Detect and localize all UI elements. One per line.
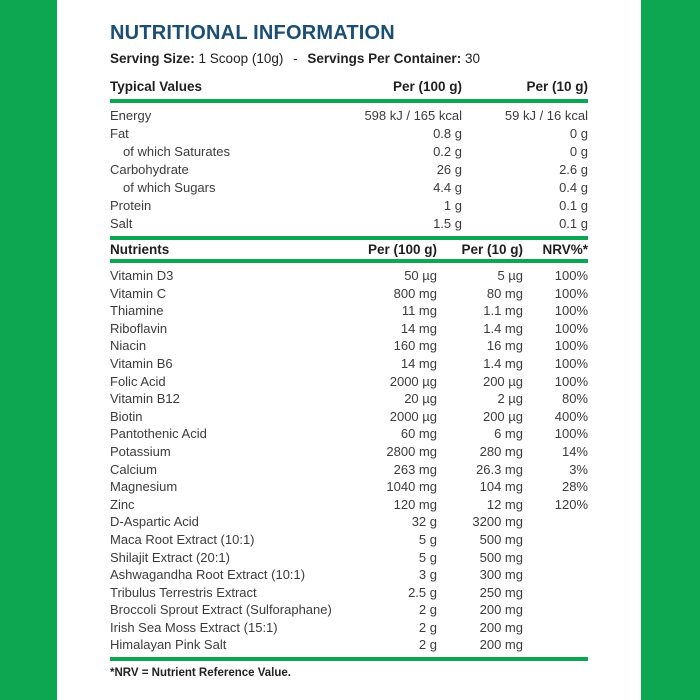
serving-size-label: Serving Size: [110, 51, 195, 66]
table-row [110, 215, 588, 233]
table-row [110, 373, 588, 391]
table-row [110, 619, 588, 637]
per-100g-value: 60 mg [400, 426, 437, 442]
table-row [110, 125, 588, 143]
per-10g-value: 26.3 mg [476, 461, 523, 477]
per-100g-value: 26 g [436, 162, 462, 177]
nutrient-name: of which Saturates [123, 144, 230, 159]
nrv-percent-value: 100% [554, 320, 588, 336]
per-10g-value: 1.4 mg [483, 355, 523, 371]
nrv-percent-value: 100% [554, 285, 588, 301]
table-row [110, 513, 588, 531]
per-10g-value: 2 µg [497, 391, 523, 407]
table-row [110, 408, 588, 426]
nrv-percent-value [523, 584, 588, 602]
per-100g-value: 0.2 g [433, 144, 462, 159]
nutrient-name: Folic Acid [110, 373, 166, 389]
per-100g-value: 4.4 g [433, 180, 462, 195]
table-row [110, 549, 588, 567]
nutrients-per-10g-header: Per (10 g) [461, 242, 523, 257]
per-100g-value: 2000 µg [389, 373, 437, 389]
per-10g-value: 200 µg [482, 373, 523, 389]
nrv-percent-value [523, 549, 588, 567]
nrv-percent-value: 100% [554, 355, 588, 371]
nutrient-name: Vitamin B12 [110, 391, 180, 407]
serving-separator: - [293, 51, 298, 66]
nutrients-rows [110, 267, 588, 654]
per-100g-value: 3 g [418, 567, 437, 583]
green-rule [110, 236, 588, 240]
nrv-percent-value [523, 619, 588, 637]
per-10g-value: 5 µg [497, 268, 523, 283]
nutrients-nrv-header: NRV%* [542, 242, 588, 257]
nutrient-name: Energy [110, 108, 152, 123]
typical-values-rows [110, 107, 588, 233]
table-row [110, 584, 588, 602]
typical-values-title: Typical Values [110, 79, 203, 94]
table-row [110, 337, 588, 355]
table-row [110, 355, 588, 373]
nutrient-name: Carbohydrate [110, 162, 189, 177]
per-100g-value: 120 mg [393, 496, 437, 512]
per-10g-value: 200 mg [479, 637, 523, 653]
nutrient-name: Calcium [110, 461, 157, 477]
nutrient-name: Riboflavin [110, 320, 168, 336]
nrv-percent-value: 100% [554, 303, 588, 319]
per-10g-value: 300 mg [479, 567, 523, 583]
nrv-percent-value: 100% [554, 426, 588, 442]
nutrient-name: Shilajit Extract (20:1) [110, 549, 230, 565]
nutrient-name: Vitamin B6 [110, 355, 173, 371]
table-row [110, 285, 588, 303]
nrv-percent-value [523, 601, 588, 619]
per-10g-value: 80 mg [486, 285, 523, 301]
left-green-border [0, 0, 57, 700]
per-10g-value: 59 kJ / 16 kcal [504, 108, 588, 123]
nutrient-name: Potassium [110, 443, 171, 459]
nrv-percent-value [523, 636, 588, 654]
per-10g-value: 280 mg [479, 443, 523, 459]
nutrient-name: Ashwagandha Root Extract (10:1) [110, 567, 306, 583]
page-title: NUTRITIONAL INFORMATION [110, 22, 395, 44]
nrv-footnote: *NRV = Nutrient Reference Value. [110, 667, 291, 680]
per-100g-value: 1.5 g [433, 216, 462, 231]
nutrients-per-100g-header: Per (100 g) [367, 242, 437, 257]
table-row [110, 390, 588, 408]
nrv-percent-value: 400% [554, 408, 588, 424]
nutrient-name: Himalayan Pink Salt [110, 637, 227, 653]
per-10g-value: 6 mg [494, 426, 523, 442]
per-100g-value: 14 mg [400, 320, 437, 336]
table-row [110, 531, 588, 549]
nutrient-name: of which Sugars [123, 180, 216, 195]
nutrients-header-row [110, 243, 588, 257]
per-100g-value: 800 mg [393, 285, 437, 301]
green-rule [110, 657, 588, 661]
per-10g-value: 0 g [569, 126, 588, 141]
table-row [110, 496, 588, 514]
nrv-percent-value: 80% [561, 391, 588, 407]
per-10g-value: 1.1 mg [483, 303, 523, 319]
per-100g-value: 263 mg [393, 461, 437, 477]
per-10g-value: 104 mg [479, 479, 523, 495]
per-100g-value: 5 g [418, 549, 437, 565]
per-10g-value: 200 µg [482, 408, 523, 424]
table-row [110, 478, 588, 496]
nrv-percent-value: 100% [554, 373, 588, 389]
green-rule [110, 99, 588, 103]
per-100g-value: 598 kJ / 165 kcal [364, 108, 462, 123]
per-10g-value: 3200 mg [472, 514, 523, 530]
nrv-percent-value [523, 513, 588, 531]
per-100g-value: 160 mg [393, 338, 437, 354]
per-10g-value: 0 g [569, 144, 588, 159]
per-100g-value: 14 mg [400, 355, 437, 371]
table-row [110, 566, 588, 584]
nrv-percent-value: 3% [569, 461, 588, 477]
typical-per-10g-header: Per (10 g) [526, 79, 588, 94]
per-100g-value: 2 g [418, 637, 437, 653]
per-100g-value: 1040 mg [386, 479, 437, 495]
nutrient-name: Protein [110, 198, 152, 213]
nrv-percent-value: 120% [554, 496, 588, 512]
nutrient-name: Salt [110, 216, 133, 231]
per-10g-value: 200 mg [479, 602, 523, 618]
table-row [110, 107, 588, 125]
per-100g-value: 2 g [418, 619, 437, 635]
nutrition-label [110, 0, 588, 679]
typical-per-100g-header: Per (100 g) [392, 79, 462, 94]
nutrient-name: Fat [110, 126, 129, 141]
nutrient-name: Pantothenic Acid [110, 426, 207, 442]
table-row [110, 161, 588, 179]
per-10g-value: 200 mg [479, 619, 523, 635]
serving-info-line [110, 52, 588, 66]
right-green-border [641, 0, 700, 700]
typical-values-header-row [110, 80, 588, 94]
per-10g-value: 16 mg [486, 338, 523, 354]
table-row [110, 143, 588, 161]
nrv-percent-value: 14% [561, 443, 588, 459]
table-row [110, 320, 588, 338]
per-100g-value: 32 g [411, 514, 437, 530]
per-10g-value: 2.6 g [559, 162, 588, 177]
nutrient-name: Magnesium [110, 479, 178, 495]
nutrient-name: Thiamine [110, 303, 164, 319]
nutrient-name: Broccoli Sprout Extract (Sulforaphane) [110, 602, 332, 618]
per-10g-value: 500 mg [479, 531, 523, 547]
table-row [110, 267, 588, 285]
table-row [110, 443, 588, 461]
nutrient-name: Maca Root Extract (10:1) [110, 531, 255, 547]
per-100g-value: 2 g [418, 602, 437, 618]
nutrient-name: Vitamin D3 [110, 268, 174, 283]
table-row [110, 302, 588, 320]
nrv-percent-value [523, 531, 588, 549]
per-10g-value: 12 mg [486, 496, 523, 512]
per-10g-value: 250 mg [479, 584, 523, 600]
per-100g-value: 5 g [418, 531, 437, 547]
per-100g-value: 20 µg [404, 391, 437, 407]
servings-per-container-value: 30 [464, 51, 480, 66]
per-10g-value: 500 mg [479, 549, 523, 565]
nrv-percent-value [523, 566, 588, 584]
per-100g-value: 2000 µg [389, 408, 437, 424]
nrv-percent-value: 100% [554, 338, 588, 354]
nutrient-name: Tribulus Terrestris Extract [110, 584, 257, 600]
green-rule [110, 259, 588, 263]
table-row [110, 425, 588, 443]
per-10g-value: 0.1 g [559, 198, 588, 213]
per-100g-value: 2.5 g [408, 584, 437, 600]
per-100g-value: 50 µg [404, 268, 437, 283]
serving-size-value: 1 Scoop (10g) [198, 51, 284, 66]
per-10g-value: 1.4 mg [483, 320, 523, 336]
per-100g-value: 11 mg [401, 303, 437, 319]
table-row [110, 636, 588, 654]
nutrient-name: Zinc [110, 496, 135, 512]
table-row [110, 601, 588, 619]
nutrient-name: Niacin [110, 338, 147, 354]
per-100g-value: 1 g [443, 198, 462, 213]
nrv-percent-value: 28% [561, 479, 588, 495]
nutrients-title: Nutrients [110, 242, 170, 257]
table-row [110, 179, 588, 197]
servings-per-container-label: Servings Per Container: [307, 51, 462, 66]
per-100g-value: 2800 mg [386, 443, 437, 459]
nutrient-name: Vitamin C [110, 285, 167, 301]
nutrient-name: D-Aspartic Acid [110, 514, 199, 530]
nutrient-name: Irish Sea Moss Extract (15:1) [110, 619, 278, 635]
per-10g-value: 0.4 g [559, 180, 588, 195]
per-10g-value: 0.1 g [559, 216, 588, 231]
table-row [110, 461, 588, 479]
table-row [110, 197, 588, 215]
nutrient-name: Biotin [110, 408, 143, 424]
nrv-percent-value: 100% [554, 268, 588, 283]
per-100g-value: 0.8 g [433, 126, 462, 141]
